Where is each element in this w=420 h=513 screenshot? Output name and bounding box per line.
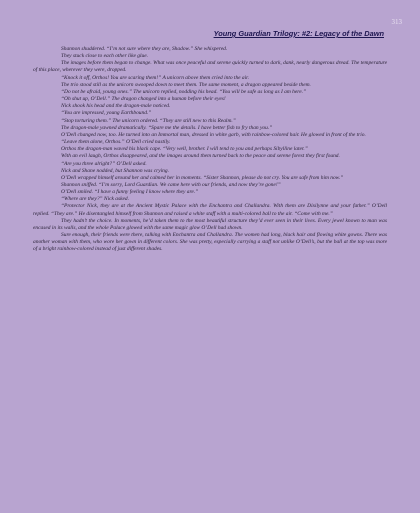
paragraph: “Where are they?” Nick asked. — [61, 196, 129, 203]
page-body-text — [33, 46, 387, 254]
paragraph: “Oh shut up, O’Dell.” The dragon changed into a human before their eyes! — [61, 96, 226, 103]
paragraph: The trio stood still as the unicorn swooped down to meet them. The same moment, a dragon appeared beside them. — [61, 81, 311, 88]
paragraph: The dragon-male yawned dramatically. “Spare me the details. I have better fish to fry than you.” — [61, 124, 273, 131]
paragraph: Shannon sniffed. “I’m sorry, Lord Guardian. We came here with our friends, and now they’re gone!” — [61, 181, 281, 188]
paragraph: “You are impressed, young Earthbound.” — [61, 110, 152, 117]
paragraph: “Leave them alone, Orthos.” O’Dell cried nastily. — [61, 139, 171, 146]
paragraph: Nick shook his head and the dragon-male noticed. — [61, 103, 171, 110]
running-header-title: Young Guardian Trilogy: #2: Legacy of the Dawn — [213, 29, 384, 38]
paragraph: They stuck close to each other like glue. — [61, 53, 148, 60]
paragraph: “Protector Nick, they are at the Ancient Mystic Palace with the Enchantra and Challandra. With them are Dixilynne and your father.” O’Dell replied. “They are.” He disentangled himself from Shannon and raised a white staff with a multi-colored ball to the air. “Come with me.” — [33, 203, 387, 217]
page-number: 313 — [391, 18, 402, 26]
paragraph: “Are you three alright?” O’Dell asked. — [61, 160, 147, 167]
paragraph: “Stop torturing them.” The unicorn ordered. “They are still new to this Realm.” — [61, 117, 236, 124]
paragraph: “Do not be afraid, young ones.” The unicorn replied, nodding his head. “You will be safe as long as I am here.” — [61, 88, 306, 95]
paragraph: Orthos the dragon-man waved his black cape. “Very well, brother. I will tend to you and perhaps Sibylline later.” — [61, 146, 308, 153]
paragraph: Shannon shuddered. “I’m not sure where they are, Shadow.” She whispered. — [61, 46, 228, 52]
paragraph: O’Dell smiled. “I have a funny feeling I know where they are.” — [61, 189, 199, 196]
paragraph: “Knock it off, Orthos! You are scaring them!” A unicorn above them cried into the air. — [61, 74, 250, 81]
paragraph: Nick and Shane nodded, but Shannon was crying. — [61, 167, 169, 174]
paragraph: O’Dell changed now, too. He turned into an Immortal man, dressed in white garb, with rainbow-colored hair. He glowed in front of the trio. — [61, 131, 366, 138]
paragraph: Sure enough, their friends were there, talking with Enchantra and Challandra. The women had long, black hair and flowing white gowns. There was another woman with them, who wore her gown in different colors. She was pretty, especially carrying a staff not unlike O’Dell’s, but the ball at the top was more of a bright rainbow-colored instead of just different shades. — [33, 232, 387, 253]
paragraph: They hadn’t the choice. In moments, he’d taken them to the most beautiful structure they’d ever seen in their lives. Every jewel known to man was encased in its walls, and the whole Palace glowed with the same magic glow O’Dell had shown. — [33, 217, 387, 231]
paragraph: The images before them began to change. What was once peaceful and serene quickly turned to dark, dank, nearly dangerous dread. The temperature of this place, wherever they were, dropped. — [33, 60, 387, 74]
paragraph: With an evil laugh, Orthos disappeared, and the images around them turned back to the peace and serene forest they first found. — [61, 153, 340, 160]
paragraph: O’Dell wrapped himself around her and calmed her in moments. “Sister Shannon, please do not cry. You are safe from him now.” — [61, 174, 344, 181]
